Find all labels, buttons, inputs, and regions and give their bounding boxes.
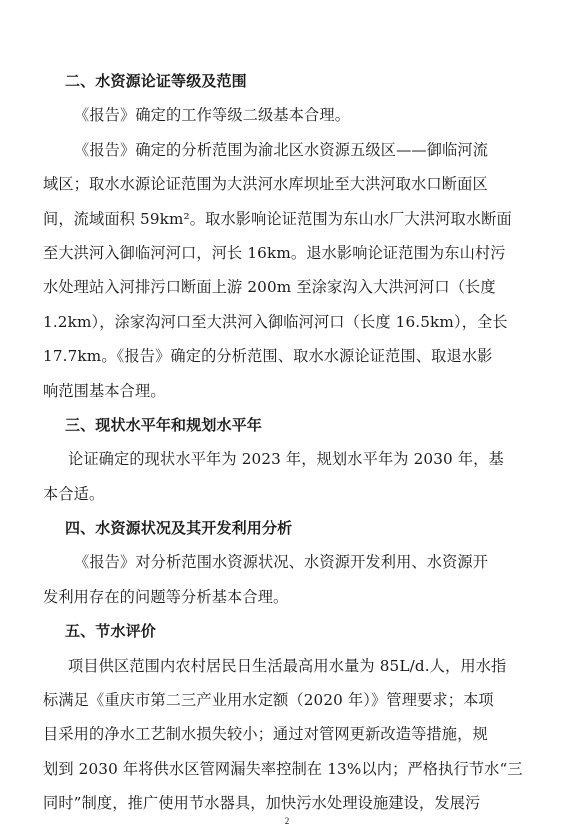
paragraph-line: 1.2km），涂家沟河口至大洪河入御临河河口（长度 16.5km），全长 — [43, 312, 508, 331]
paragraph-line: 项目供区范围内农村居民日生活最高用水量为 85L/d.人，用水指 — [68, 656, 507, 675]
paragraph-line: 水处理站入河排污口断面上游 200m 至涂家沟入大洪河河口（长度 — [43, 278, 496, 297]
paragraph-line: 间，流域面积 59km²。取水影响论证范围为东山水厂大洪河取水断面 — [43, 209, 512, 228]
paragraph-line: 发利用存在的问题等分析基本合理。 — [43, 587, 289, 606]
paragraph-line: 域区；取水水源论证范围为大洪河水库坝址至大洪河取水口断面区 — [43, 175, 488, 194]
page-number: 2 — [284, 816, 290, 826]
document-body — [43, 64, 527, 821]
section-heading-water-resources: 四、水资源状况及其开发利用分析 — [65, 519, 293, 538]
paragraph-line: 17.7km。《报告》确定的分析范围、取水水源论证范围、取退水影 — [43, 347, 493, 366]
paragraph-line: 目采用的净水工艺制水损失较小；通过对管网更新改造等措施，规 — [43, 725, 488, 744]
paragraph-line: 《报告》确定的分析范围为渝北区水资源五级区——御临河流 — [74, 140, 489, 159]
paragraph-line: 《报告》确定的工作等级二级基本合理。 — [74, 106, 351, 125]
paragraph-line: 《报告》对分析范围水资源状况、水资源开发利用、水资源开 — [74, 553, 489, 572]
paragraph-line: 划到 2030 年将供水区管网漏失率控制在 13%以内；严格执行节水“三 — [43, 759, 523, 778]
paragraph-line: 论证确定的现状水平年为 2023 年，规划水平年为 2030 年，基 — [68, 450, 504, 469]
paragraph-line: 响范围基本合理。 — [43, 381, 166, 400]
section-heading-water-saving: 五、节水评价 — [65, 622, 156, 641]
paragraph-line: 标满足《重庆市第二三产业用水定额（2020 年）》管理要求；本项 — [43, 691, 494, 710]
paragraph-line: 同时”制度，推广使用节水器具，加快污水处理设施建设，发展污 — [43, 794, 481, 813]
paragraph-line: 至大洪河入御临河河口，河长 16km。退水影响论证范围为东山村污 — [43, 243, 506, 262]
paragraph-line: 本合适。 — [43, 484, 105, 503]
section-heading-scope: 二、水资源论证等级及范围 — [65, 72, 247, 90]
section-heading-level-years: 三、现状水平年和规划水平年 — [65, 415, 262, 434]
